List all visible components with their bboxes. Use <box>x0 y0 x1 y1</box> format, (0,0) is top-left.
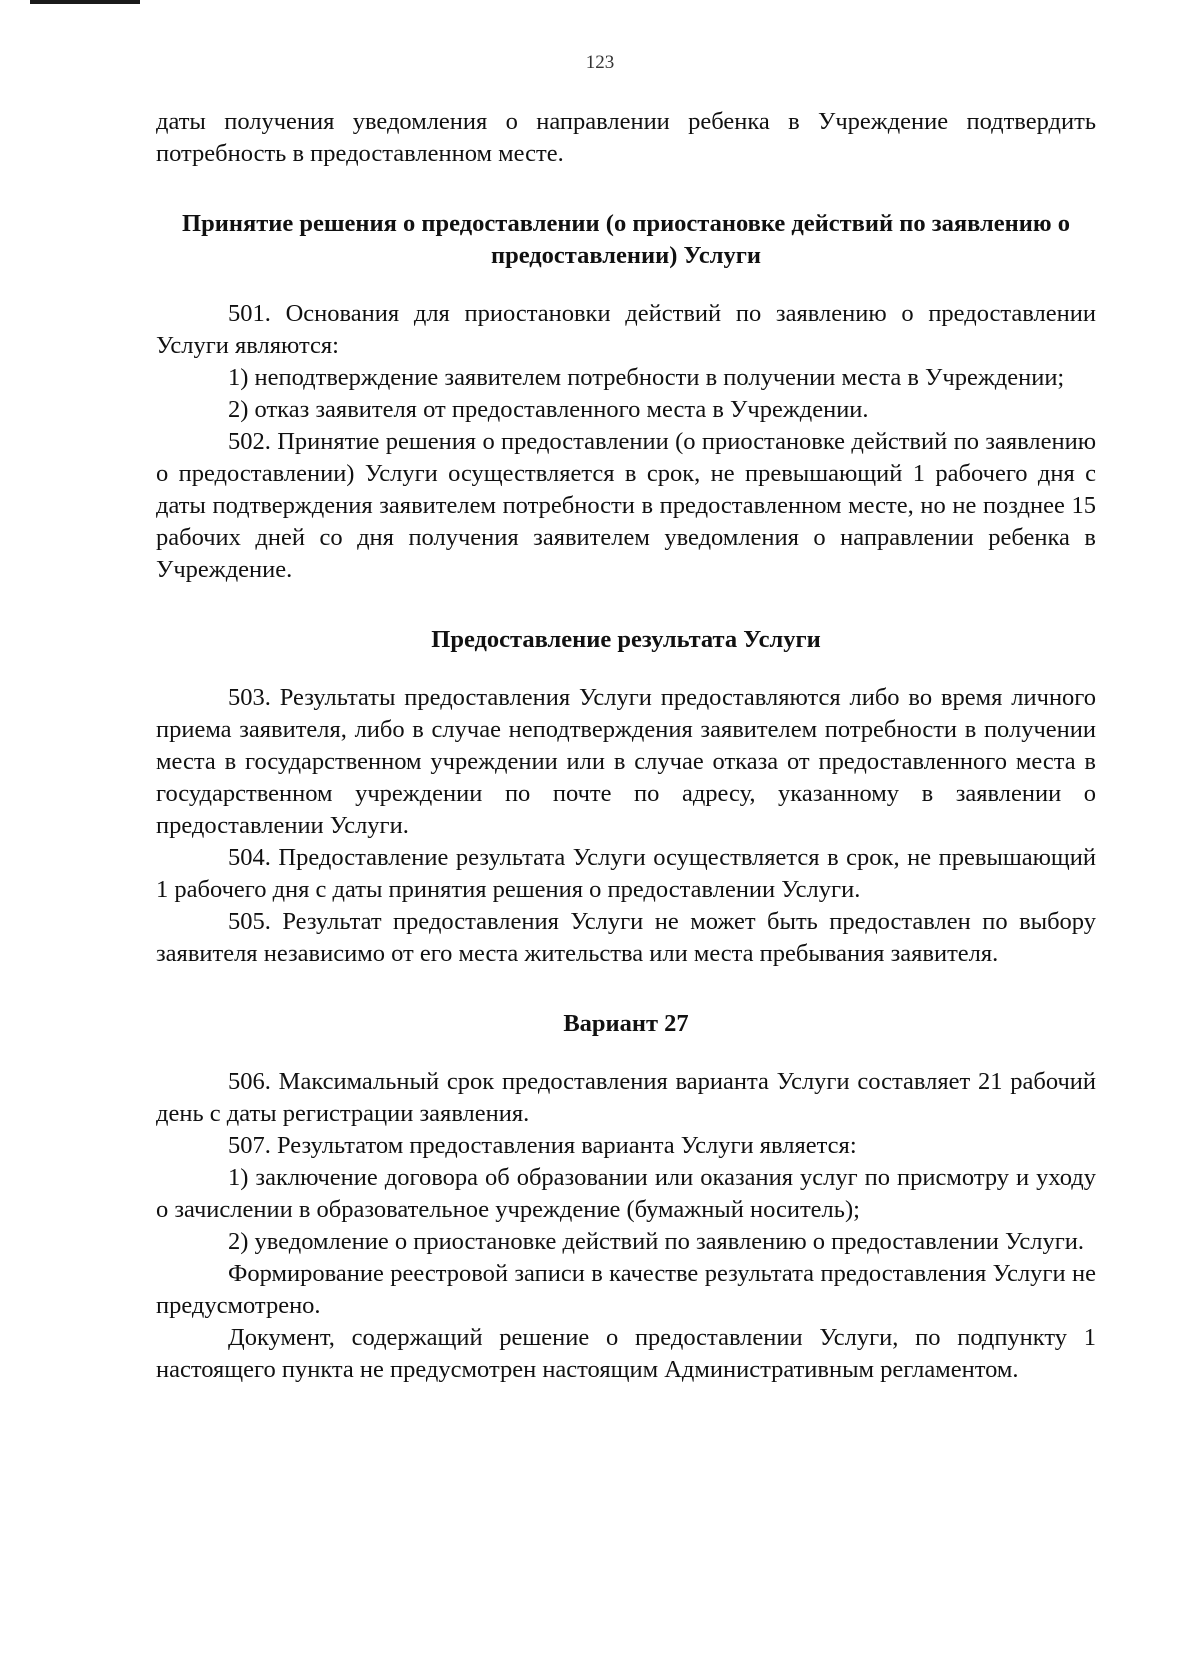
document-body <box>156 106 1096 1386</box>
scan-corner-mark <box>30 0 140 4</box>
paragraph-continuation: даты получения уведомления о направлении ребенка в Учреждение подтвердить потребность в предоставленном месте. <box>156 108 1096 167</box>
paragraph-507-item-2: 2) уведомление о приостановке действий по заявлению о предоставлении Услуги. <box>228 1228 1084 1255</box>
section-heading-result: Предоставление результата Услуги <box>431 626 821 653</box>
paragraph-501-item-1: 1) неподтверждение заявителем потребности в получении места в Учреждении; <box>228 364 1065 391</box>
paragraph-504: 504. Предоставление результата Услуги осуществляется в срок, не превышающий 1 рабочего дня с даты принятия решения о предоставлении Услуги. <box>156 844 1096 903</box>
paragraph-501-item-2: 2) отказ заявителя от предоставленного места в Учреждении. <box>228 396 869 423</box>
paragraph-505: 505. Результат предоставления Услуги не может быть предоставлен по выбору заявителя независимо от его места жительства или места пребывания заявителя. <box>156 908 1096 967</box>
paragraph-507: 507. Результатом предоставления варианта Услуги является: <box>228 1132 857 1159</box>
paragraph-501: 501. Основания для приостановки действий по заявлению о предоставлении Услуги являются: <box>156 300 1096 359</box>
paragraph-506: 506. Максимальный срок предоставления варианта Услуги составляет 21 рабочий день с даты регистрации заявления. <box>156 1068 1096 1127</box>
paragraph-decision-document: Документ, содержащий решение о предоставлении Услуги, по подпункту 1 настоящего пункта не предусмотрен настоящим Административным регламентом. <box>156 1324 1096 1383</box>
page-number: 123 <box>585 52 615 73</box>
section-heading-decision: Принятие решения о предоставлении (о приостановке действий по заявлению о предоставлении) Услуги <box>182 210 1070 269</box>
section-heading-variant-27: Вариант 27 <box>563 1010 689 1037</box>
paragraph-registry-record: Формирование реестровой записи в качестве результата предоставления Услуги не предусмотрено. <box>156 1260 1096 1319</box>
paragraph-503: 503. Результаты предоставления Услуги предоставляются либо во время личного приема заявителя, либо в случае неподтверждения заявителем потребности в получении места в государственном учреждении или в случае отказа от предоставленного места в государственном учреждении по почте по адресу, указанному в заявлении о предоставлении Услуги. <box>156 684 1096 839</box>
paragraph-502: 502. Принятие решения о предоставлении (о приостановке действий по заявлению о предоставлении) Услуги осуществляется в срок, не превышающий 1 рабочего дня с даты подтверждения заявителем потребности в предоставленном месте, но не позднее 15 рабочих дней со дня получения заявителем уведомления о направлении ребенка в Учреждение. <box>156 428 1096 583</box>
paragraph-507-item-1: 1) заключение договора об образовании или оказания услуг по присмотру и уходу о зачислении в образовательное учреждение (бумажный носитель); <box>156 1164 1096 1223</box>
